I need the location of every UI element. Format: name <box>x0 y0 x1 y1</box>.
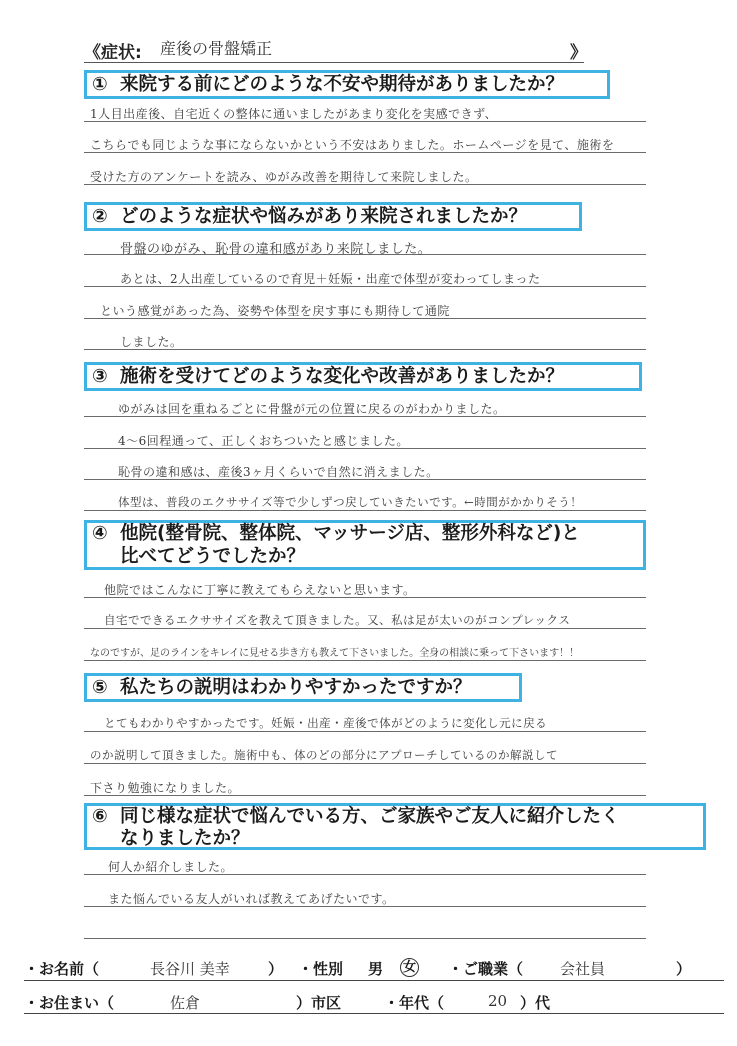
address-label: ・お住まい（ <box>24 994 115 1012</box>
job-close: ） <box>676 960 692 978</box>
answer-line: なのですが、足のラインをキレイに見せる歩き方も教えて下さいました。全身の相談に乗って下さいます！！ <box>90 648 580 659</box>
question-text-2: どのような症状や悩みがあり来院されましたか？ <box>120 206 528 227</box>
question-text-1: 来院する前にどのような不安や期待がありましたか？ <box>120 74 565 95</box>
job-label: ・ご職業（ <box>448 960 524 978</box>
question-text-4a: 他院(整骨院、整体院、マッサージ店、整形外科など)と <box>120 523 580 544</box>
question-number-1: ① <box>92 74 108 95</box>
answer-rule <box>84 510 646 511</box>
answer-line: 自宅でできるエクササイズを教えて頂きました。又、私は足が太いのがコンプレックス <box>104 613 571 627</box>
job-value: 会社員 <box>560 960 606 978</box>
answer-line: 骨盤のゆがみ、恥骨の違和感があり来院しました。 <box>120 242 432 257</box>
gender-female-circled: 女 <box>400 958 419 977</box>
footer-rule <box>24 1013 724 1014</box>
answer-line: とてもわかりやすかったです。妊娠・出産・産後で体がどのように変化し元に戻る <box>104 716 548 730</box>
question-number-6: ⑥ <box>92 806 108 827</box>
answer-line: という感覚があった為、姿勢や体型を戻す事にも期待して通院 <box>100 304 450 318</box>
gender-male: 男 <box>368 960 384 978</box>
answer-line: 恥骨の違和感は、産後3ヶ月くらいで自然に消えました。 <box>118 465 439 479</box>
answer-line: あとは、2人出産しているので育児＋妊娠・出産で体型が変わってしまった <box>120 272 541 286</box>
answer-line: こちらでも同じような事にならないかという不安はありました。ホームページを見て、施術を <box>90 138 615 152</box>
symptom-underline <box>84 62 584 63</box>
symptom-value: 産後の骨盤矯正 <box>160 39 273 58</box>
answer-line: 下さり勉強になりました。 <box>90 781 241 795</box>
answer-line: ゆがみは回を重ねるごとに骨盤が元の位置に戻るのがわかりました。 <box>118 402 506 416</box>
name-label: ・お名前（ <box>24 960 100 978</box>
answer-line: 受けた方のアンケートを読み、ゆがみ改善を期待して来院しました。 <box>90 170 478 184</box>
question-text-5: 私たちの説明はわかりやすかったですか？ <box>120 677 472 698</box>
question-number-3: ③ <box>92 366 108 387</box>
age-value: 20 <box>488 992 508 1010</box>
answer-line: のか説明して頂きました。施術中も、体のどの部分にアプローチしているのか解説して <box>90 748 558 762</box>
symptom-close: 》 <box>570 43 587 63</box>
address-value: 佐倉 <box>170 994 201 1012</box>
age-label: ・年代（ <box>384 994 445 1012</box>
answer-line: また悩んでいる友人がいれば教えてあげたいです。 <box>108 892 395 906</box>
footer-rule <box>24 980 724 981</box>
answer-rule <box>84 660 646 661</box>
answer-rule <box>84 763 646 764</box>
question-text-3: 施術を受けてどのような変化や改善がありましたか？ <box>120 366 565 387</box>
answer-line: 4〜6回程通って、正しくおちついたと感じました。 <box>118 434 409 448</box>
question-number-5: ⑤ <box>92 677 108 698</box>
question-text-4b: 比べてどうでしたか？ <box>120 546 306 567</box>
answer-rule <box>84 628 646 629</box>
gender-female <box>400 957 419 977</box>
answer-rule <box>84 938 646 939</box>
address-close: ）市区 <box>296 994 342 1012</box>
answer-line: 何人か紹介しました。 <box>108 860 234 874</box>
symptom-label: 《症状: <box>84 43 142 63</box>
name-value: 長谷川 美幸 <box>150 960 230 978</box>
answer-line: 他院ではこんなに丁寧に教えてもらえないと思います。 <box>104 583 416 597</box>
answer-rule <box>84 731 646 732</box>
answer-line: しました。 <box>120 335 183 349</box>
answer-line: 体型は、普段のエクササイズ等で少しずつ戻していきたいです。←時間がかかりそう！ <box>118 495 583 509</box>
gender-label: ・性別 <box>298 960 344 978</box>
question-text-6a: 同じ様な症状で悩んでいる方、ご家族やご友人に紹介したく <box>120 806 620 827</box>
question-number-2: ② <box>92 206 108 227</box>
answer-line: 1人目出産後、自宅近くの整体に通いましたがあまり変化を実感できず、 <box>90 107 498 121</box>
name-close: ） <box>268 960 284 978</box>
age-close: ）代 <box>520 994 551 1012</box>
question-text-6b: なりましたか？ <box>120 828 250 849</box>
question-number-4: ④ <box>92 523 108 544</box>
